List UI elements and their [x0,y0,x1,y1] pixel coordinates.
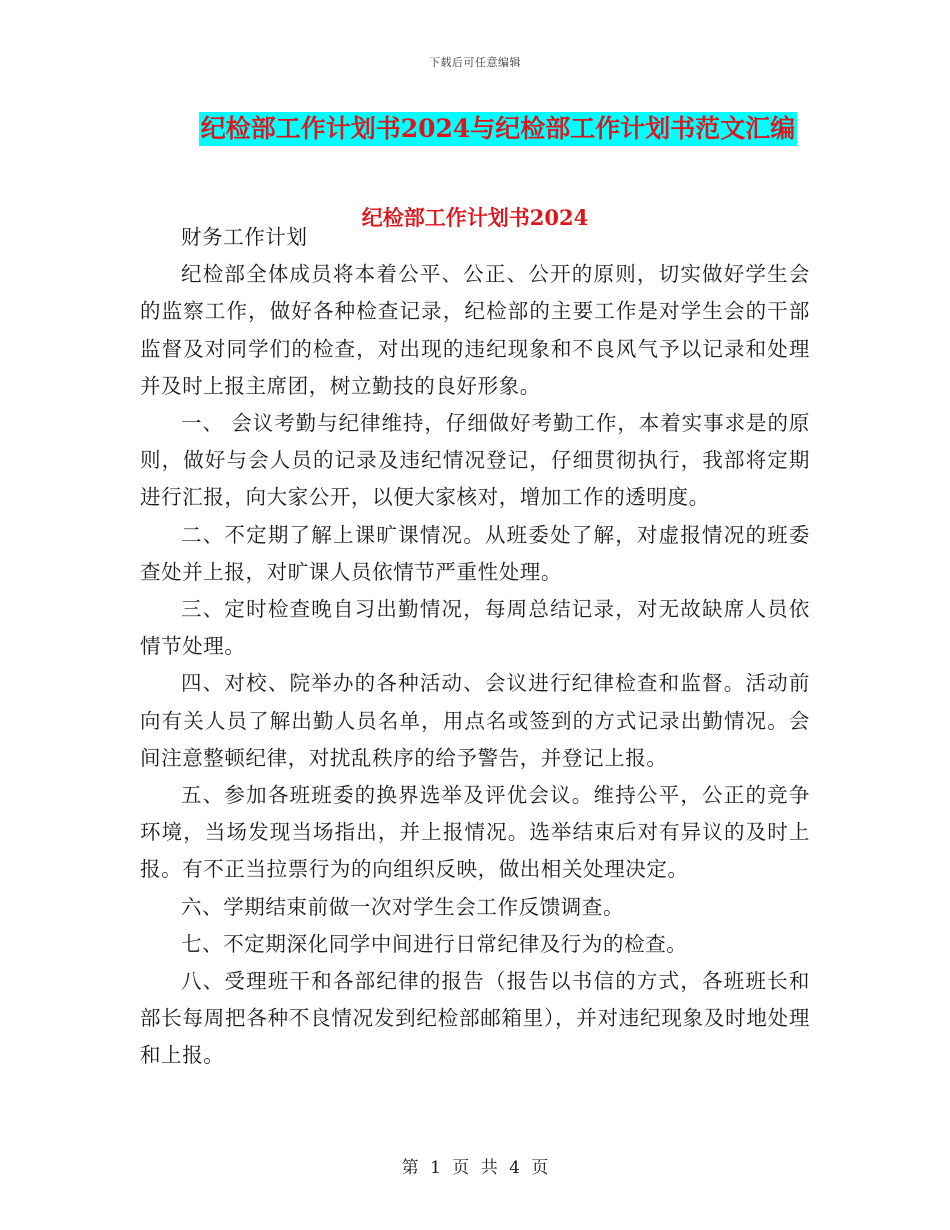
paragraph-item-4: 四、对校、院举办的各种活动、会议进行纪律检查和监督。活动前向有关人员了解出勤人员名单，用点名或签到的方式记录出勤情况。会间注意整顿纪律，对扰乱秩序的给予警告，并登记上报。 [140,671,810,770]
section-title: 纪检部工作计划书2024 [361,205,589,230]
paragraph-item-6: 六、学期结束前做一次对学生会工作反馈调查。 [181,894,625,919]
paragraph-item-2: 二、不定期了解上课旷课情况。从班委处了解，对虚报情况的班委查处并上报，对旷课人员依情节严重性处理。 [140,522,810,584]
paragraph-subtitle: 财务工作计划 [181,225,308,249]
page-footer-number: 第 1 页 共 4 页 [401,1158,549,1178]
page-header-note: 下载后可任意编辑 [429,56,521,69]
paragraph-item-7: 七、不定期深化同学中间进行日常纪律及行为的检查。 [181,931,688,956]
paragraph-item-8: 八、受理班干和各部纪律的报告（报告以书信的方式，各班班长和部长每周把各种不良情况发到纪检部邮箱里），并对违纪现象及时地处理和上报。 [140,969,810,1068]
paragraph-item-1: 一、 会议考勤与纪律维持，仔细做好考勤工作，本着实事求是的原则，做好与会人员的记录及违纪情况登记，仔细贯彻执行，我部将定期进行汇报，向大家公开，以便大家核对，增加工作的透明度。 [140,411,810,510]
main-title-container [0,112,950,146]
paragraph-item-5: 五、参加各班班委的换界选举及评优会议。维持公平，公正的竞争环境，当场发现当场指出，并上报情况。选举结束后对有异议的及时上报。有不正当拉票行为的向组织反映，做出相关处理决定。 [140,783,810,882]
main-title: 纪检部工作计划书2024与纪检部工作计划书范文汇编 [199,112,798,146]
paragraph-item-3: 三、定时检查晚自习出勤情况，每周总结记录，对无故缺席人员依情节处理。 [140,597,810,659]
document-body [140,219,810,1075]
paragraph-intro: 纪检部全体成员将本着公平、公正、公开的原则，切实做好学生会的监察工作，做好各种检查记录，纪检部的主要工作是对学生会的干部监督及对同学们的检查，对出现的违纪现象和不良风气予以记录和处理并及时上报主席团，树立勤技的良好形象。 [140,262,810,398]
